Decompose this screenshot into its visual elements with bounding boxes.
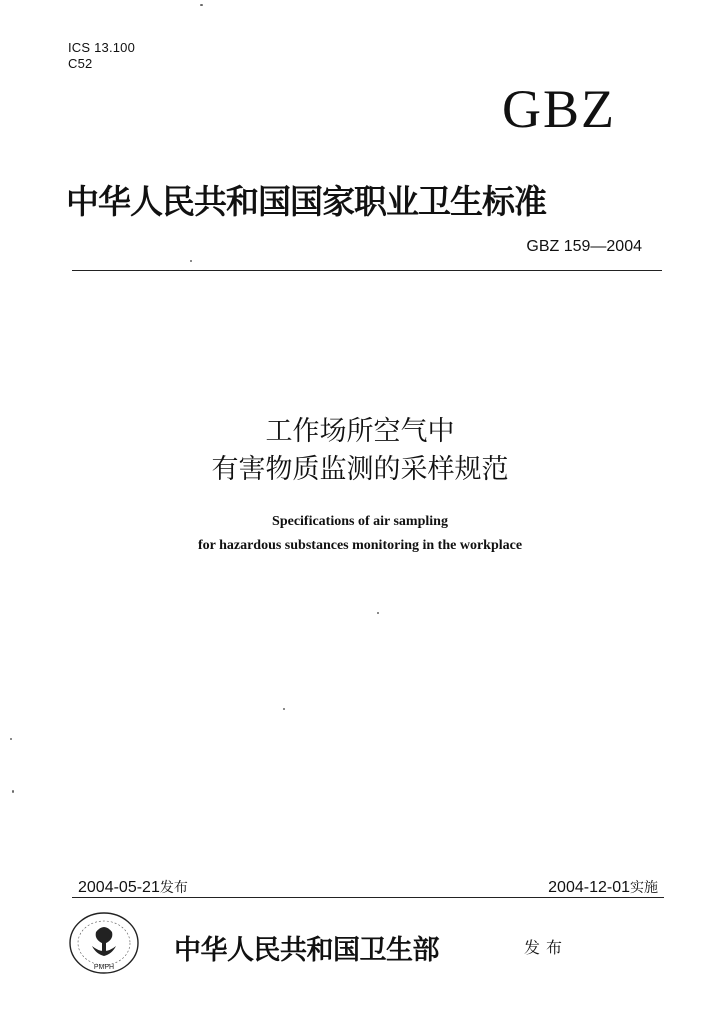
standard-category-title: 中华人民共和国国家职业卫生标准: [66, 182, 546, 221]
english-title-line1: Specifications of air sampling: [272, 514, 448, 529]
standard-number: GBZ 159—2004: [526, 238, 642, 255]
issue-date: 2004-05-21: [78, 879, 160, 896]
publisher-emblem-icon: [66, 910, 142, 976]
standard-mark: GBZ: [502, 79, 616, 139]
chinese-title-line1: 工作场所空气中: [265, 416, 455, 447]
publisher-name: 中华人民共和国卫生部: [174, 935, 439, 966]
classification-codes: [68, 40, 135, 72]
chinese-title-line2: 有害物质监测的采样规范: [211, 454, 509, 485]
scan-speck: [200, 4, 203, 6]
publish-label: 发布: [524, 938, 569, 957]
scan-speck: [12, 790, 14, 793]
top-divider: [72, 270, 662, 271]
issue-date-block: [78, 877, 188, 897]
english-title-line2: for hazardous substances monitoring in the workplace: [197, 538, 523, 553]
issue-label: 发布: [159, 879, 188, 895]
implement-label: 实施: [630, 879, 658, 895]
ccs-code: C52: [68, 56, 93, 71]
implement-date: 2004-12-01: [548, 879, 630, 896]
bottom-divider: [72, 897, 664, 898]
ics-code: ICS 13.100: [68, 40, 136, 55]
scan-speck: [190, 260, 192, 262]
scan-speck: [10, 738, 12, 740]
scan-speck: [283, 708, 285, 710]
implement-date-block: [548, 877, 658, 897]
scan-speck: [377, 612, 379, 614]
emblem-text: PMPH: [93, 964, 115, 971]
